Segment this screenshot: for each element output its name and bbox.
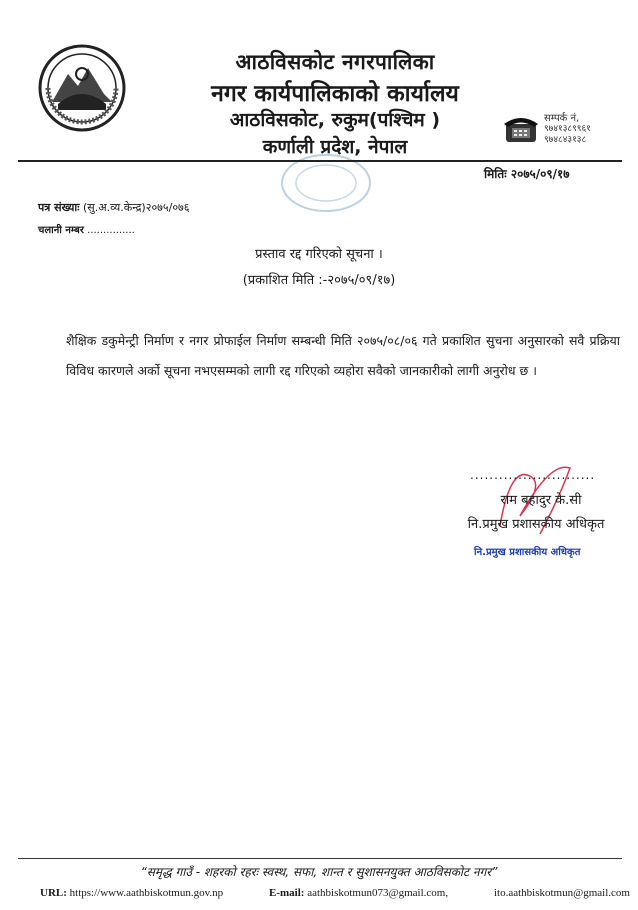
contact-label: सम्पर्क नं, <box>544 113 580 124</box>
email-link-2[interactable]: ito.aathbiskotmun@gmail.com <box>493 887 630 899</box>
province-country: कर्णाली प्रदेश, नेपाल <box>262 136 408 158</box>
notice-body: शैक्षिक डकुमेन्ट्री निर्माण र नगर प्रोफाईल निर्माण सम्बन्धी मिति २०७५/०८/०६ गते प्रकाशित सुचना अनुसारको सवै प्रक्रिया विविध कारणले अर्को सूचना नभएसम्मको लागी रद्द गरिएको व्यहोरा सवैको जानकारीको लागी अनुरोध छ । <box>66 333 620 378</box>
footer-contacts <box>40 887 630 899</box>
footer-url <box>40 887 223 899</box>
office-address: आठविसकोट, रुकुम(पश्चिम ) <box>229 109 441 131</box>
email-link-1[interactable]: aathbiskotmun073@gmail.com, <box>307 887 449 899</box>
url-label: URL: <box>40 887 67 899</box>
phone-number-1: ९७४१३८९९६१ <box>544 124 591 134</box>
office-name: नगर कार्यपालिकाको कार्यालय <box>211 81 459 107</box>
signatory-title: नि.प्रमुख प्रशासकीय अधिकृत <box>467 517 605 532</box>
signatory-name: राम बहादुर के.सी <box>500 493 582 508</box>
municipality-name: आठविसकोट नगरपालिका <box>235 50 435 74</box>
letter-date: मितिः २०७५/०९/१७ <box>484 167 570 181</box>
dispatch-number-label: चलानी नम्बर <box>38 225 84 236</box>
footer-slogan: “समृद्ध गाउँ - शहरको रहरः स्वस्थ, सफा, शान्त र सुशासनयुक्त आठविसकोट नगर” <box>140 865 498 879</box>
letter-number-label: पत्र संख्याः <box>38 201 80 214</box>
url-link[interactable]: https://www.aathbiskotmun.gov.np <box>69 887 224 899</box>
notice-subject: प्रस्ताव रद्द गरिएको सूचना । <box>255 247 383 262</box>
letter-number <box>38 200 189 215</box>
dispatch-number-value: ............... <box>87 225 135 236</box>
signature-line: .......................... <box>470 468 596 482</box>
header-divider <box>18 160 622 162</box>
letter-number-value: (सु.अ.व्य.केन्द्र)२०७५/०७६ <box>82 201 190 214</box>
telephone-icon <box>502 114 540 146</box>
contact-block <box>544 113 591 146</box>
footer-divider <box>18 858 622 859</box>
footer-email <box>269 887 448 899</box>
email-label: E-mail: <box>269 887 305 899</box>
dispatch-number <box>38 222 135 236</box>
publication-date: (प्रकाशित मिति :-२०७५/०९/१७) <box>242 273 396 288</box>
signatory-stamp: नि.प्रमुख प्रशासकीय अधिकृत <box>474 547 581 558</box>
municipality-emblem-icon <box>38 44 126 132</box>
phone-number-2: ९७४८४३१३८ <box>544 135 587 145</box>
